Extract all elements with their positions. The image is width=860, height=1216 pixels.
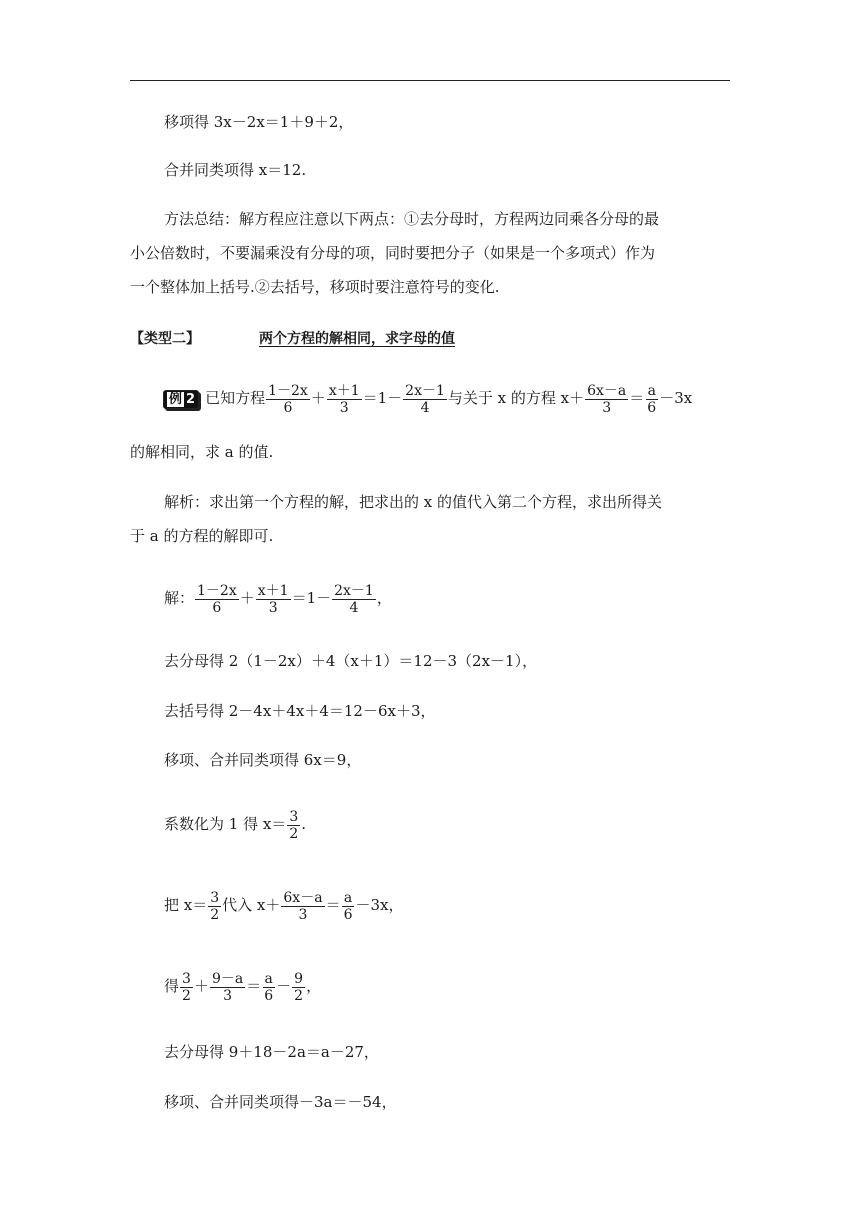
fraction-numerator: 3 — [210, 889, 220, 906]
fraction — [281, 890, 324, 923]
fraction-numerator: x＋1 — [328, 382, 360, 399]
fraction — [403, 383, 447, 416]
fraction-denominator: 2 — [210, 906, 220, 923]
step-move-terms: 移项得 3x－2x＝1＋9＋2， — [164, 113, 354, 131]
fraction-denominator: 6 — [647, 399, 657, 416]
fraction-denominator: 3 — [268, 599, 278, 616]
fraction-numerator: 6x－a — [587, 382, 627, 399]
fraction — [327, 383, 362, 416]
step-remove-brackets: 去括号得 2－4x＋4x＋4＝12－6x＋3， — [164, 702, 436, 720]
fraction — [180, 971, 193, 1004]
fraction-denominator: 3 — [602, 399, 612, 416]
solution-equation: 解： $\frac{1-2x}{6}$ ＋ $\frac{x+1}{3}$ ＝1－ $\frac{2x-1}{4}$ ， — [164, 582, 392, 616]
fraction-denominator: 4 — [420, 399, 430, 416]
fraction-denominator: 3 — [339, 399, 349, 416]
fraction-denominator: 2 — [294, 987, 304, 1004]
fraction-numerator: 3 — [289, 808, 299, 825]
step-combine-like-terms: 移项、合并同类项得 6x＝9， — [164, 751, 362, 769]
fraction-denominator: 6 — [283, 399, 293, 416]
fraction-numerator: x＋1 — [257, 582, 289, 599]
summary-line-1: 方法总结：解方程应注意以下两点：①去分母时，方程两边同乘各分母的最 — [164, 210, 660, 228]
fraction — [208, 890, 221, 923]
fraction — [342, 890, 355, 923]
step-result-equation: 得 $\frac{3}{2}$ ＋ $\frac{9-a}{3}$ ＝ $\frac{a}{6}$ － $\frac{9}{2}$ ， — [164, 970, 322, 1004]
fraction-numerator: a — [647, 382, 656, 399]
summary-line-2: 小公倍数时，不要漏乘没有分母的项，同时要把分子（如果是一个多项式）作为 — [130, 244, 656, 262]
fraction — [287, 809, 300, 842]
fraction-numerator: 9 — [294, 970, 304, 987]
fraction-denominator: 2 — [289, 825, 299, 842]
example-badge: 例 2 — [163, 390, 199, 409]
fraction-numerator: 1－2x — [268, 382, 308, 399]
analysis-line-2: 于 a 的方程的解即可. — [130, 527, 274, 545]
fraction-denominator: 3 — [298, 906, 308, 923]
fraction-denominator: 6 — [212, 599, 222, 616]
fraction-denominator: 3 — [223, 987, 233, 1004]
type-tag: 【类型二】 — [130, 331, 200, 347]
analysis-line-1: 解析：求出第一个方程的解，把求出的 x 的值代入第二个方程，求出所得关 — [164, 493, 662, 511]
fraction — [256, 583, 291, 616]
step-coefficient: 系数化为 1 得 x＝ $\frac{3}{2}$ . — [164, 808, 307, 842]
fraction-denominator: 2 — [182, 987, 191, 1004]
example-question-line-2: 的解相同，求 a 的值. — [130, 443, 274, 461]
fraction — [292, 971, 305, 1004]
step-clear-denominator: 去分母得 2（1－2x）＋4（x＋1）＝12－3（2x－1）， — [164, 652, 538, 670]
fraction-numerator: a — [264, 970, 273, 987]
fraction-numerator: 2x－1 — [334, 582, 374, 599]
summary-line-3: 一个整体加上括号.②去括号，移项时要注意符号的变化. — [130, 278, 500, 296]
example-question: 例 2 已知方程 $\frac{1-2x}{6}$ ＋ $\frac{x+1}{3}$ ＝1－ $\frac{2x-1}{4}$ 与关于 x 的方程 x＋ $\frac{6x-a}{3}$ ＝ $\frac{a}{6}$ －3x — [163, 378, 692, 418]
fraction — [585, 383, 628, 416]
fraction-numerator: 3 — [182, 970, 191, 987]
fraction — [645, 383, 658, 416]
fraction-numerator: 6x－a — [283, 889, 323, 906]
step-clear-denominator-2: 去分母得 9＋18－2a＝a－27， — [164, 1043, 379, 1061]
fraction — [195, 583, 239, 616]
type-title: 两个方程的解相同，求字母的值 — [259, 331, 455, 347]
fraction — [332, 583, 376, 616]
fraction — [266, 383, 310, 416]
step-combine: 合并同类项得 x＝12. — [164, 161, 307, 179]
step-combine-like-terms-2: 移项、合并同类项得－3a＝－54， — [164, 1093, 397, 1111]
fraction-numerator: 9－a — [211, 970, 244, 987]
fraction — [262, 971, 275, 1004]
fraction-denominator: 6 — [264, 987, 274, 1004]
header-rule — [130, 80, 730, 81]
fraction-numerator: 1－2x — [197, 582, 237, 599]
fraction-denominator: 4 — [349, 599, 359, 616]
fraction-numerator: 2x－1 — [405, 382, 445, 399]
fraction-numerator: a — [343, 889, 353, 906]
step-substitute: 把 x＝ $\frac{3}{2}$ 代入 x＋ $\frac{6x-a}{3}$ ＝ $\frac{a}{6}$ －3x， — [164, 889, 404, 923]
fraction-denominator: 6 — [343, 906, 353, 923]
fraction — [210, 971, 245, 1004]
